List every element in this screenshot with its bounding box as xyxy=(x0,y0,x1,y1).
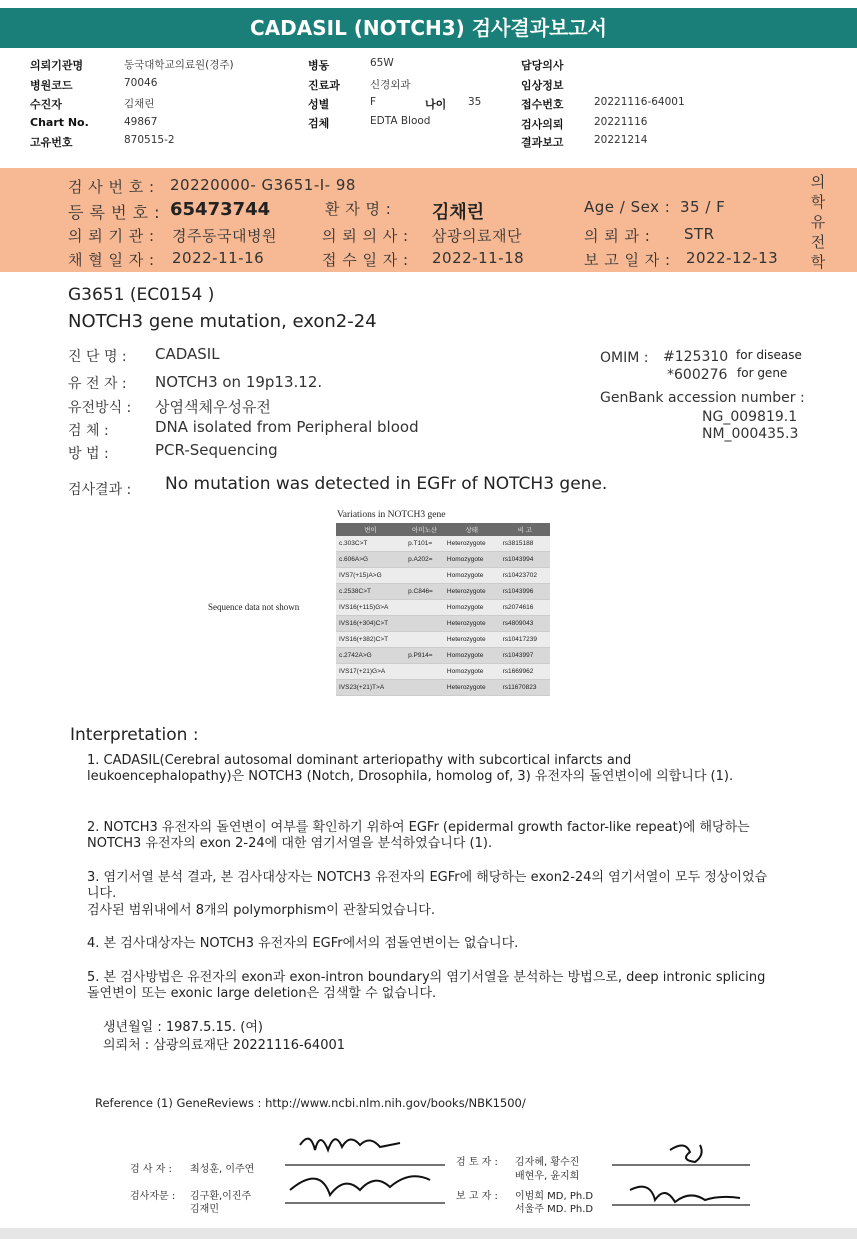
side-char: 학 xyxy=(810,253,826,271)
institution: 경주동국대병원 xyxy=(172,227,277,245)
label-institution: 의뢰기관명 xyxy=(30,59,84,72)
interp-title: Interpretation : xyxy=(70,725,199,745)
sequence-note: Sequence data not shown xyxy=(208,602,300,612)
reporter-label: 보 고 자 : xyxy=(456,1191,498,1202)
table-cell: Homozygote xyxy=(444,600,500,616)
exam-no: 20220000- G3651-I- 98 xyxy=(170,176,356,194)
table-cell: rs2074616 xyxy=(500,600,550,616)
label-age: 나이 xyxy=(425,98,447,111)
receive-label: 접 수 일 자 : xyxy=(322,251,409,269)
reg-no: 65473744 xyxy=(170,199,271,220)
table-cell: p.A202= xyxy=(405,552,444,568)
label-chart-no: Chart No. xyxy=(30,116,89,129)
table-cell: c.303C>T xyxy=(336,536,405,552)
client-info: 의뢰처 : 삼광의료재단 20221116-64001 xyxy=(103,1038,346,1053)
interp-item-5: 5. 본 검사방법은 유전자의 exon과 exon-intron boundary의 염기서열을 분석하는 방법으로, deep intronic splicing 돌연변이 또는 exonic large deletion은 검색할 수 없습니다. xyxy=(87,970,766,1001)
value-institution: 동국대학교의료원(경주) xyxy=(124,59,234,71)
table-row xyxy=(336,648,550,664)
side-label xyxy=(808,172,828,272)
interp-item-1: 1. CADASIL(Cerebral autosomal dominant arteriopathy with subcortical infarcts and leukoencephalopathy)은 NOTCH3 (Notch, Drosophila, homolog of, 3) 유전자의 돌연변이에 의합니다 (1). xyxy=(87,753,734,784)
report-date: 2022-12-13 xyxy=(686,249,779,267)
table-row xyxy=(336,616,550,632)
table-cell: IVS16(+115)G>A xyxy=(336,600,405,616)
label-patient: 수진자 xyxy=(30,98,62,111)
table-cell: rs1043996 xyxy=(500,584,550,600)
field-label-method: 방 법 : xyxy=(68,446,109,462)
label-hospital-code: 병원코드 xyxy=(30,79,73,92)
field-label-inheritance: 유전방식 : xyxy=(68,400,132,416)
variations-table xyxy=(336,523,550,696)
value-age: 35 xyxy=(468,96,482,108)
table-row xyxy=(336,680,550,696)
value-specimen: EDTA Blood xyxy=(370,115,431,127)
table-cell: rs1043994 xyxy=(500,552,550,568)
table-cell: Heterozygote xyxy=(444,632,500,648)
col-header: 비 고 xyxy=(500,523,550,536)
reviewer-2: 배현우, 윤지희 xyxy=(515,1171,580,1182)
dept-label: 의 뢰 과 : xyxy=(584,227,651,245)
variations-title: Variations in NOTCH3 gene xyxy=(337,510,446,520)
header-info xyxy=(0,0,857,165)
table-row xyxy=(336,536,550,552)
genbank-label: GenBank accession number : xyxy=(600,390,805,406)
table-cell xyxy=(405,616,444,632)
table-cell: c.2742A>G xyxy=(336,648,405,664)
table-row xyxy=(336,568,550,584)
doctor: 삼광의료재단 xyxy=(432,227,522,245)
value-hospital-code: 70046 xyxy=(124,77,158,89)
interp-item-4: 4. 본 검사대상자는 NOTCH3 유전자의 EGFr에서의 점돌연변이는 없습니다. xyxy=(87,936,519,951)
table-cell xyxy=(405,664,444,680)
table-cell: p.P914= xyxy=(405,648,444,664)
receive-date: 2022-11-18 xyxy=(432,249,525,267)
table-cell: IVS16(+382)C>T xyxy=(336,632,405,648)
dept: STR xyxy=(684,225,715,243)
field-label-specimen: 검 체 : xyxy=(68,423,109,439)
value-patient: 김채린 xyxy=(124,98,155,110)
report-label: 보 고 일 자 : xyxy=(584,251,671,269)
value-report-date: 20221214 xyxy=(594,134,648,146)
patient-name-label: 환 자 명 : xyxy=(325,200,392,218)
field-specimen: DNA isolated from Peripheral blood xyxy=(155,418,419,436)
omim-gene-text: for gene xyxy=(737,366,788,380)
field-diagnosis: CADASIL xyxy=(155,345,220,363)
table-cell: rs1669962 xyxy=(500,664,550,680)
table-cell: Heterozygote xyxy=(444,536,500,552)
test-name: NOTCH3 gene mutation, exon2-24 xyxy=(68,311,377,332)
table-cell: c.2538C>T xyxy=(336,584,405,600)
table-cell: IVS16(+304)C>T xyxy=(336,616,405,632)
reporter-2: 서울주 MD. Ph.D xyxy=(515,1204,594,1215)
label-specimen: 검체 xyxy=(308,117,330,130)
interp-item-3: 3. 염기서열 분석 결과, 본 검사대상자는 NOTCH3 유전자의 EGFr에 해당하는 exon2-24의 염기서열이 모두 정상이었습니다. xyxy=(87,870,768,901)
tester: 최성훈, 이주연 xyxy=(190,1164,255,1175)
table-cell: Homozygote xyxy=(444,568,500,584)
interp-item-3b: 검사된 범위내에서 8개의 polymorphism이 관찰되었습니다. xyxy=(87,903,435,918)
value-unique-no: 870515-2 xyxy=(124,134,175,146)
table-cell: Homozygote xyxy=(444,552,500,568)
advisor-1: 김구환,이진주 xyxy=(190,1191,252,1202)
table-cell: rs10423702 xyxy=(500,568,550,584)
table-cell: IVS7(+15)A>G xyxy=(336,568,405,584)
field-label-gene: 유 전 자 : xyxy=(68,376,127,392)
table-cell: Heterozygote xyxy=(444,616,500,632)
table-cell: c.606A>G xyxy=(336,552,405,568)
table-cell: rs11670823 xyxy=(500,680,550,696)
variations-body xyxy=(336,536,550,696)
age-sex: 35 / F xyxy=(680,198,726,216)
variations-table-wrap xyxy=(336,523,550,696)
genbank-nm: NM_000435.3 xyxy=(702,426,799,442)
birth-date: 생년월일 : 1987.5.15. (여) xyxy=(103,1020,264,1035)
reg-no-label: 등 록 번 호 : xyxy=(68,203,161,222)
side-char: 유 xyxy=(810,213,826,231)
signature-reviewer xyxy=(610,1140,755,1225)
interp-item-2: 2. NOTCH3 유전자의 돌연변이 여부를 확인하기 위하여 EGFr (epidermal growth factor-like repeat)에 해당하는 NOTCH3 유전자의 exon 2-24에 대한 염기서열을 분석하였습니다 (1). xyxy=(87,820,750,851)
field-inheritance: 상염색체우성유전 xyxy=(155,398,271,416)
table-cell xyxy=(405,680,444,696)
table-cell: rs3815188 xyxy=(500,536,550,552)
report-title: CADASIL (NOTCH3) 검사결과보고서 xyxy=(0,8,857,48)
table-cell: Homozygote xyxy=(444,664,500,680)
label-report-date: 결과보고 xyxy=(521,136,564,149)
age-sex-label: Age / Sex : xyxy=(584,198,671,216)
advisor-label: 검사자문 : xyxy=(130,1191,176,1202)
reviewer-1: 김자혜, 황수진 xyxy=(515,1157,580,1168)
doctor-label: 의 뢰 의 사 : xyxy=(322,227,409,245)
label-receipt-no: 접수번호 xyxy=(521,98,564,111)
table-row xyxy=(336,664,550,680)
collect-date: 2022-11-16 xyxy=(172,249,265,267)
side-char: 의 xyxy=(810,173,826,191)
collect-label: 채 혈 일 자 : xyxy=(68,251,155,269)
lab-info-band xyxy=(0,168,857,272)
col-header: 변이 xyxy=(336,523,405,536)
label-doctor: 담당의사 xyxy=(521,59,564,72)
field-gene: NOTCH3 on 19p13.12. xyxy=(155,373,323,391)
table-cell: rs1043997 xyxy=(500,648,550,664)
table-cell: p.T101= xyxy=(405,536,444,552)
label-ward: 병동 xyxy=(308,59,330,72)
omim-disease-id: #125310 xyxy=(663,349,729,365)
table-cell: IVS17(+21)G>A xyxy=(336,664,405,680)
bottom-bar xyxy=(0,1228,857,1239)
reviewer-label: 검 토 자 : xyxy=(456,1157,498,1168)
signature-tester xyxy=(280,1125,450,1210)
table-row xyxy=(336,552,550,568)
value-request-date: 20221116 xyxy=(594,116,648,128)
value-chart-no: 49867 xyxy=(124,116,158,128)
table-cell xyxy=(405,568,444,584)
omim-gene-id: *600276 xyxy=(667,367,728,383)
label-department: 진료과 xyxy=(308,79,340,92)
col-header: 상태 xyxy=(444,523,500,536)
table-cell: rs4809043 xyxy=(500,616,550,632)
value-receipt-no: 20221116-64001 xyxy=(594,96,685,108)
field-method: PCR-Sequencing xyxy=(155,441,278,459)
table-cell xyxy=(405,632,444,648)
exam-no-label: 검 사 번 호 : xyxy=(68,178,155,196)
institution-label: 의 뢰 기 관 : xyxy=(68,227,155,245)
field-label-diagnosis: 진 단 명 : xyxy=(68,349,127,365)
table-row xyxy=(336,584,550,600)
table-cell: p.C846= xyxy=(405,584,444,600)
col-header: 아미노산 xyxy=(405,523,444,536)
label-sex: 성별 xyxy=(308,98,330,111)
genbank-ng: NG_009819.1 xyxy=(702,409,798,425)
table-row xyxy=(336,600,550,616)
test-code: G3651 (EC0154 ) xyxy=(68,285,215,305)
table-cell: Homozygote xyxy=(444,648,500,664)
table-cell xyxy=(405,600,444,616)
omim-label: OMIM : xyxy=(600,350,649,366)
label-request-date: 검사의뢰 xyxy=(521,118,564,131)
table-cell: rs10417239 xyxy=(500,632,550,648)
label-unique-no: 고유번호 xyxy=(30,136,73,149)
result-label: 검사결과 : xyxy=(68,482,132,498)
value-department: 신경외과 xyxy=(370,79,411,91)
table-row xyxy=(336,632,550,648)
side-char: 전 xyxy=(810,233,826,251)
reporter-1: 이범희 MD, Ph.D xyxy=(515,1191,594,1202)
patient-name: 김채린 xyxy=(432,202,485,223)
table-cell: Heterozygote xyxy=(444,680,500,696)
value-sex: F xyxy=(370,96,377,108)
table-cell: IVS23(+21)T>A xyxy=(336,680,405,696)
label-clinical-info: 임상정보 xyxy=(521,79,564,92)
omim-disease-text: for disease xyxy=(736,348,802,362)
value-ward: 65W xyxy=(370,57,394,69)
tester-label: 검 사 자 : xyxy=(130,1164,172,1175)
table-cell: Heterozygote xyxy=(444,584,500,600)
result-text: No mutation was detected in EGFr of NOTCH3 gene. xyxy=(165,474,608,494)
reference: Reference (1) GeneReviews : http://www.ncbi.nlm.nih.gov/books/NBK1500/ xyxy=(95,1096,526,1110)
side-char: 학 xyxy=(810,193,826,211)
advisor-2: 김재민 xyxy=(190,1204,219,1215)
